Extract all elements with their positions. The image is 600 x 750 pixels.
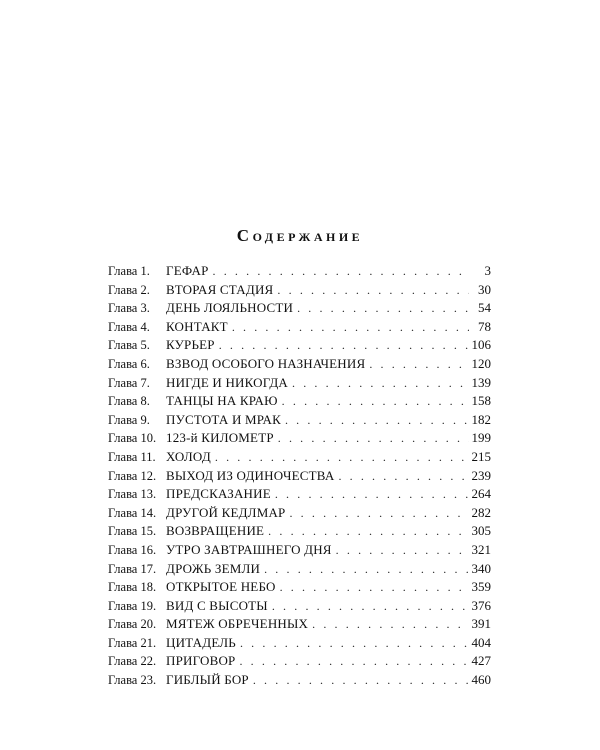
- page-number: 460: [471, 672, 491, 688]
- chapter-title: ПРИГОВОР: [166, 653, 236, 669]
- page-number: 376: [471, 597, 491, 613]
- chapter-title: ДРУГОЙ КЕДЛМАР: [166, 504, 286, 520]
- chapter-label: Глава 6.: [108, 356, 150, 371]
- toc-entry-13[interactable]: [108, 485, 491, 504]
- dot-leader: [270, 597, 469, 616]
- chapter-label: Глава 15.: [108, 524, 157, 539]
- toc-entry-11[interactable]: [108, 448, 491, 467]
- chapter-label: Глава 17.: [108, 561, 157, 576]
- chapter-label: Глава 16.: [108, 542, 157, 557]
- chapter-label: Глава 9.: [108, 412, 150, 427]
- chapter-title: МЯТЕЖ ОБРЕЧЕННЫХ: [166, 616, 309, 632]
- dot-leader: [273, 485, 469, 504]
- toc-entry-16[interactable]: [108, 541, 491, 560]
- dot-leader: [280, 392, 469, 411]
- chapter-title: ХОЛОД: [166, 448, 211, 464]
- toc-entry-5[interactable]: [108, 336, 491, 355]
- page-number: 158: [471, 393, 491, 409]
- toc-entry-2[interactable]: [108, 281, 491, 300]
- dot-leader: [238, 634, 469, 653]
- toc-list: [108, 262, 491, 690]
- chapter-title: ОТКРЫТОЕ НЕБО: [166, 579, 276, 595]
- toc-entry-23[interactable]: [108, 671, 491, 690]
- dot-leader: [230, 318, 469, 337]
- chapter-label: Глава 5.: [108, 338, 150, 353]
- toc-entry-7[interactable]: [108, 374, 491, 393]
- dot-leader: [237, 652, 469, 671]
- page-number: 3: [484, 263, 491, 278]
- page-number: 182: [471, 411, 491, 427]
- dot-leader: [290, 374, 469, 393]
- chapter-label: Глава 13.: [108, 487, 157, 502]
- chapter-label: Глава 1.: [108, 264, 150, 278]
- chapter-label: Глава 10.: [108, 431, 157, 446]
- chapter-label: Глава 2.: [108, 282, 150, 297]
- toc-entry-18[interactable]: [108, 578, 491, 597]
- chapter-title: ПРЕДСКАЗАНИЕ: [166, 486, 271, 502]
- toc-entry-22[interactable]: [108, 652, 491, 671]
- chapter-title: ВЫХОД ИЗ ОДИНОЧЕСТВА: [166, 467, 335, 483]
- toc-entry-21[interactable]: [108, 634, 491, 653]
- page-number: 340: [471, 560, 491, 576]
- chapter-title: ВЗВОД ОСОБОГО НАЗНАЧЕНИЯ: [166, 355, 366, 371]
- dot-leader: [295, 299, 469, 318]
- toc-entry-4[interactable]: [108, 318, 491, 337]
- dot-leader: [266, 522, 469, 541]
- chapter-label: Глава 7.: [108, 375, 150, 390]
- page-number: 391: [471, 616, 491, 632]
- chapter-title: ДЕНЬ ЛОЯЛЬНОСТИ: [166, 300, 294, 316]
- chapter-title: ВТОРАЯ СТАДИЯ: [166, 281, 274, 297]
- page-number: 199: [471, 430, 491, 446]
- dot-leader: [262, 560, 469, 579]
- chapter-title: КОНТАКТ: [166, 318, 228, 334]
- chapter-label: Глава 12.: [108, 468, 157, 483]
- dot-leader: [276, 429, 469, 448]
- chapter-label: Глава 11.: [108, 449, 156, 464]
- toc-title: Содержание: [236, 226, 364, 245]
- chapter-title: ГЕФАР: [166, 263, 209, 278]
- dot-leader: [287, 504, 469, 523]
- dot-leader: [336, 467, 469, 486]
- dot-leader: [251, 671, 469, 690]
- chapter-title: ДРОЖЬ ЗЕМЛИ: [166, 560, 261, 576]
- toc-entry-6[interactable]: [108, 355, 491, 374]
- chapter-title: ТАНЦЫ НА КРАЮ: [166, 393, 278, 409]
- page-number: 106: [471, 337, 491, 353]
- dot-leader: [213, 448, 469, 467]
- chapter-title: ПУСТОТА И МРАК: [166, 411, 281, 427]
- chapter-label: Глава 18.: [108, 580, 157, 595]
- chapter-title: 123-й КИЛОМЕТР: [166, 430, 274, 446]
- page-number: 54: [478, 300, 491, 316]
- page-number: 78: [478, 318, 491, 334]
- toc-entry-8[interactable]: [108, 392, 491, 411]
- chapter-label: Глава 4.: [108, 319, 150, 334]
- dot-leader: [283, 411, 469, 430]
- page-number: 282: [471, 504, 491, 520]
- chapter-label: Глава 14.: [108, 505, 157, 520]
- dot-leader: [217, 336, 469, 355]
- toc-entry-15[interactable]: [108, 522, 491, 541]
- toc-entry-9[interactable]: [108, 411, 491, 430]
- page-number: 30: [478, 281, 491, 297]
- dot-leader: [278, 578, 469, 597]
- chapter-label: Глава 23.: [108, 673, 157, 688]
- page-number: 404: [471, 634, 491, 650]
- page-number: 215: [471, 448, 491, 464]
- page-number: 120: [471, 355, 491, 371]
- toc-entry-14[interactable]: [108, 504, 491, 523]
- toc-entry-12[interactable]: [108, 467, 491, 486]
- chapter-label: Глава 20.: [108, 617, 157, 632]
- dot-leader: [334, 541, 469, 560]
- page-number: 239: [471, 467, 491, 483]
- toc-entry-3[interactable]: [108, 299, 491, 318]
- toc-entry-1[interactable]: [108, 262, 491, 281]
- chapter-title: КУРЬЕР: [166, 337, 215, 353]
- chapter-label: Глава 19.: [108, 598, 157, 613]
- page-number: 139: [471, 374, 491, 390]
- toc-entry-10[interactable]: [108, 429, 491, 448]
- page-number: 427: [471, 653, 491, 669]
- chapter-label: Глава 21.: [108, 635, 157, 650]
- chapter-title: НИГДЕ И НИКОГДА: [166, 374, 288, 390]
- dot-leader: [310, 615, 469, 634]
- page-number: 264: [471, 486, 491, 502]
- toc-entry-20[interactable]: [108, 615, 491, 634]
- chapter-label: Глава 3.: [108, 301, 150, 316]
- toc-entry-19[interactable]: [108, 597, 491, 616]
- dot-leader: [275, 281, 469, 300]
- page-number: 305: [471, 523, 491, 539]
- dot-leader: [367, 355, 469, 374]
- chapter-title: ВИД С ВЫСОТЫ: [166, 597, 268, 613]
- chapter-title: ВОЗВРАЩЕНИЕ: [166, 523, 265, 539]
- chapter-label: Глава 22.: [108, 654, 157, 669]
- chapter-title: ЦИТАДЕЛЬ: [166, 634, 236, 650]
- chapter-title: ГИБЛЫЙ БОР: [166, 672, 249, 688]
- toc-entry-17[interactable]: [108, 560, 491, 579]
- page-number: 321: [471, 541, 491, 557]
- chapter-label: Глава 8.: [108, 394, 150, 409]
- chapter-title: УТРО ЗАВТРАШНЕГО ДНЯ: [166, 541, 332, 557]
- dot-leader: [211, 262, 469, 281]
- page-number: 359: [471, 579, 491, 595]
